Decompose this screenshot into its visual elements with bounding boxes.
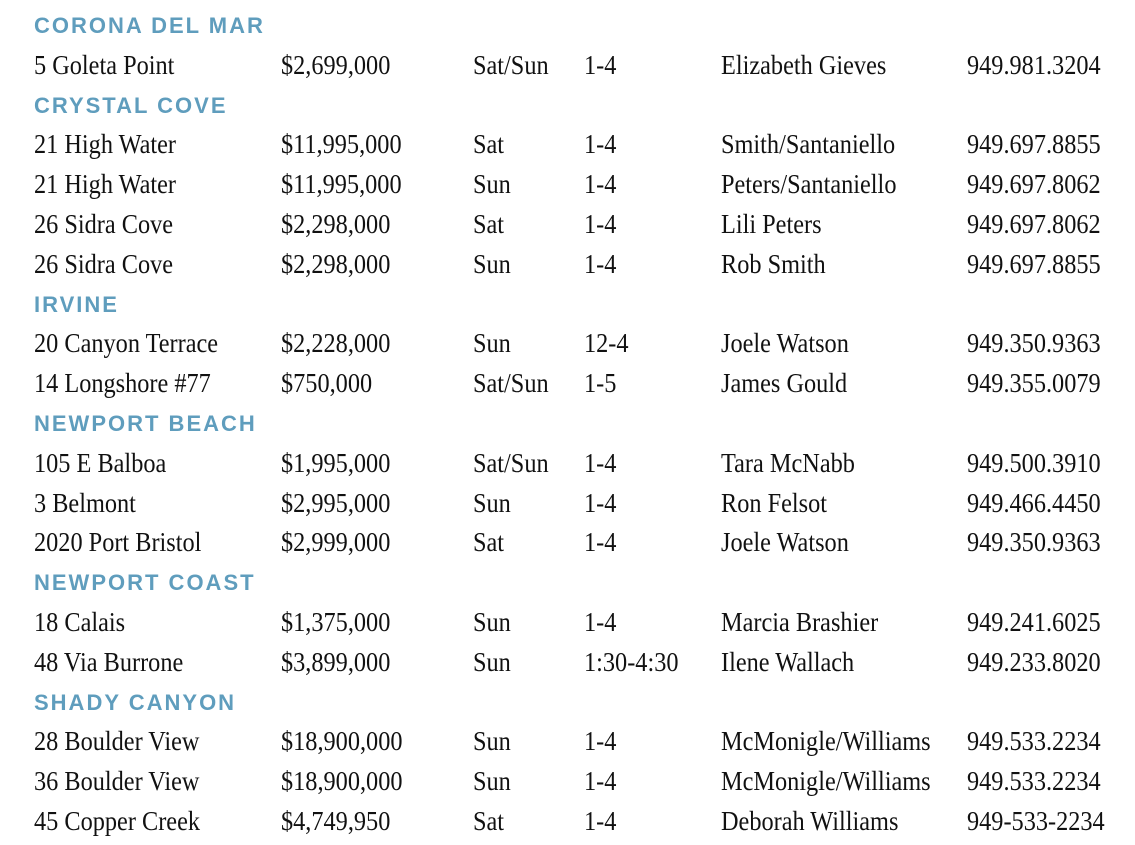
listing-row bbox=[34, 364, 1129, 404]
listing-agent: Ron Felsot bbox=[721, 487, 828, 518]
listing-days: Sun bbox=[473, 646, 511, 677]
listing-price: $4,749,950 bbox=[281, 805, 391, 836]
listing-hours: 1-4 bbox=[584, 447, 617, 478]
city-section bbox=[34, 404, 1129, 563]
listing-price: $2,995,000 bbox=[281, 487, 391, 518]
city-heading: CORONA DEL MAR bbox=[34, 13, 265, 38]
listing-days: Sun bbox=[473, 248, 511, 279]
city-section bbox=[34, 563, 1129, 682]
listing-hours: 1-4 bbox=[584, 805, 617, 836]
listing-hours: 1-4 bbox=[584, 487, 617, 518]
listing-price: $2,298,000 bbox=[281, 208, 391, 239]
listing-price: $2,228,000 bbox=[281, 328, 391, 359]
listing-phone: 949-533-2234 bbox=[967, 805, 1105, 836]
listing-agent: Smith/Santaniello bbox=[721, 129, 896, 160]
city-heading: NEWPORT COAST bbox=[34, 570, 256, 596]
listing-row bbox=[34, 444, 1129, 484]
listing-hours: 1:30-4:30 bbox=[584, 646, 679, 677]
listing-days: Sun bbox=[473, 169, 511, 200]
listing-phone: 949.466.4450 bbox=[967, 487, 1101, 518]
listing-agent: Lili Peters bbox=[721, 208, 822, 239]
listing-days: Sat bbox=[473, 527, 505, 558]
listing-address: 2020 Port Bristol bbox=[34, 527, 202, 558]
listing-address: 26 Sidra Cove bbox=[34, 248, 174, 279]
listing-row bbox=[34, 802, 1129, 842]
listing-hours: 1-4 bbox=[584, 208, 617, 239]
listing-row bbox=[34, 643, 1129, 683]
city-section bbox=[34, 285, 1129, 404]
listing-agent: Tara McNabb bbox=[721, 447, 855, 478]
listing-address: 105 E Balboa bbox=[34, 447, 167, 478]
listing-address: 21 High Water bbox=[34, 169, 177, 200]
listing-phone: 949.697.8855 bbox=[967, 129, 1101, 160]
city-heading: SHADY CANYON bbox=[34, 689, 237, 715]
listing-days: Sun bbox=[473, 328, 511, 359]
listing-row bbox=[34, 46, 1129, 86]
listing-phone: 949.241.6025 bbox=[967, 606, 1101, 637]
listing-row bbox=[34, 245, 1129, 285]
listing-row bbox=[34, 165, 1129, 205]
listing-phone: 949.981.3204 bbox=[967, 49, 1101, 80]
listing-phone: 949.697.8062 bbox=[967, 169, 1101, 200]
listing-hours: 1-4 bbox=[584, 248, 617, 279]
listing-address: 48 Via Burrone bbox=[34, 646, 184, 677]
listing-agent: McMonigle/Williams bbox=[721, 766, 931, 797]
listing-days: Sat/Sun bbox=[473, 447, 549, 478]
listing-agent: Ilene Wallach bbox=[721, 646, 855, 677]
listing-hours: 12-4 bbox=[584, 328, 629, 359]
city-heading: NEWPORT BEACH bbox=[34, 410, 257, 436]
listing-days: Sat/Sun bbox=[473, 49, 549, 80]
listing-phone: 949.697.8855 bbox=[967, 248, 1101, 279]
listing-price: $3,899,000 bbox=[281, 646, 391, 677]
listing-days: Sat/Sun bbox=[473, 368, 549, 399]
listing-price: $750,000 bbox=[281, 368, 373, 399]
listing-hours: 1-4 bbox=[584, 606, 617, 637]
listing-row bbox=[34, 125, 1129, 165]
city-heading: IRVINE bbox=[34, 291, 119, 317]
listing-price: $1,995,000 bbox=[281, 447, 391, 478]
listing-price: $18,900,000 bbox=[281, 766, 403, 797]
listing-hours: 1-4 bbox=[584, 49, 617, 80]
listing-hours: 1-4 bbox=[584, 527, 617, 558]
listing-address: 28 Boulder View bbox=[34, 726, 200, 757]
listing-agent: Peters/Santaniello bbox=[721, 169, 897, 200]
listing-agent: Elizabeth Gieves bbox=[721, 49, 887, 80]
open-house-listings bbox=[34, 6, 1129, 842]
listing-price: $2,699,000 bbox=[281, 49, 391, 80]
listing-agent: James Gould bbox=[721, 368, 848, 399]
listing-address: 45 Copper Creek bbox=[34, 805, 201, 836]
listing-agent: Rob Smith bbox=[721, 248, 826, 279]
listing-phone: 949.697.8062 bbox=[967, 208, 1101, 239]
listing-days: Sat bbox=[473, 805, 505, 836]
listing-agent: Joele Watson bbox=[721, 527, 849, 558]
listing-phone: 949.533.2234 bbox=[967, 726, 1101, 757]
listing-hours: 1-4 bbox=[584, 766, 617, 797]
listing-address: 5 Goleta Point bbox=[34, 49, 175, 80]
listing-address: 18 Calais bbox=[34, 606, 126, 637]
listing-phone: 949.533.2234 bbox=[967, 766, 1101, 797]
listing-phone: 949.233.8020 bbox=[967, 646, 1101, 677]
listing-days: Sun bbox=[473, 766, 511, 797]
listing-days: Sat bbox=[473, 208, 505, 239]
listing-row bbox=[34, 762, 1129, 802]
listing-row bbox=[34, 324, 1129, 364]
listing-price: $18,900,000 bbox=[281, 726, 403, 757]
listing-address: 26 Sidra Cove bbox=[34, 208, 174, 239]
listing-phone: 949.355.0079 bbox=[967, 368, 1101, 399]
listing-days: Sat bbox=[473, 129, 505, 160]
listing-price: $2,999,000 bbox=[281, 527, 391, 558]
listing-address: 21 High Water bbox=[34, 129, 177, 160]
listing-hours: 1-4 bbox=[584, 726, 617, 757]
listing-row bbox=[34, 603, 1129, 643]
listing-agent: Marcia Brashier bbox=[721, 606, 879, 637]
listing-hours: 1-5 bbox=[584, 368, 617, 399]
listing-hours: 1-4 bbox=[584, 129, 617, 160]
listing-days: Sun bbox=[473, 606, 511, 637]
city-section bbox=[34, 86, 1129, 285]
city-heading: CRYSTAL COVE bbox=[34, 92, 228, 118]
listing-hours: 1-4 bbox=[584, 169, 617, 200]
listing-address: 20 Canyon Terrace bbox=[34, 328, 219, 359]
listing-days: Sun bbox=[473, 726, 511, 757]
listing-agent: Joele Watson bbox=[721, 328, 849, 359]
listing-agent: McMonigle/Williams bbox=[721, 726, 931, 757]
listing-row bbox=[34, 523, 1129, 563]
city-section bbox=[34, 6, 1129, 86]
listing-price: $11,995,000 bbox=[281, 169, 402, 200]
listing-price: $2,298,000 bbox=[281, 248, 391, 279]
city-section bbox=[34, 683, 1129, 842]
listing-phone: 949.500.3910 bbox=[967, 447, 1101, 478]
listing-address: 14 Longshore #77 bbox=[34, 368, 211, 399]
listing-days: Sun bbox=[473, 487, 511, 518]
listing-address: 36 Boulder View bbox=[34, 766, 200, 797]
listing-row bbox=[34, 484, 1129, 524]
listing-row bbox=[34, 205, 1129, 245]
listing-phone: 949.350.9363 bbox=[967, 328, 1101, 359]
listing-row bbox=[34, 722, 1129, 762]
listing-address: 3 Belmont bbox=[34, 487, 136, 518]
listing-price: $11,995,000 bbox=[281, 129, 402, 160]
listing-price: $1,375,000 bbox=[281, 606, 391, 637]
listing-phone: 949.350.9363 bbox=[967, 527, 1101, 558]
listing-agent: Deborah Williams bbox=[721, 805, 899, 836]
